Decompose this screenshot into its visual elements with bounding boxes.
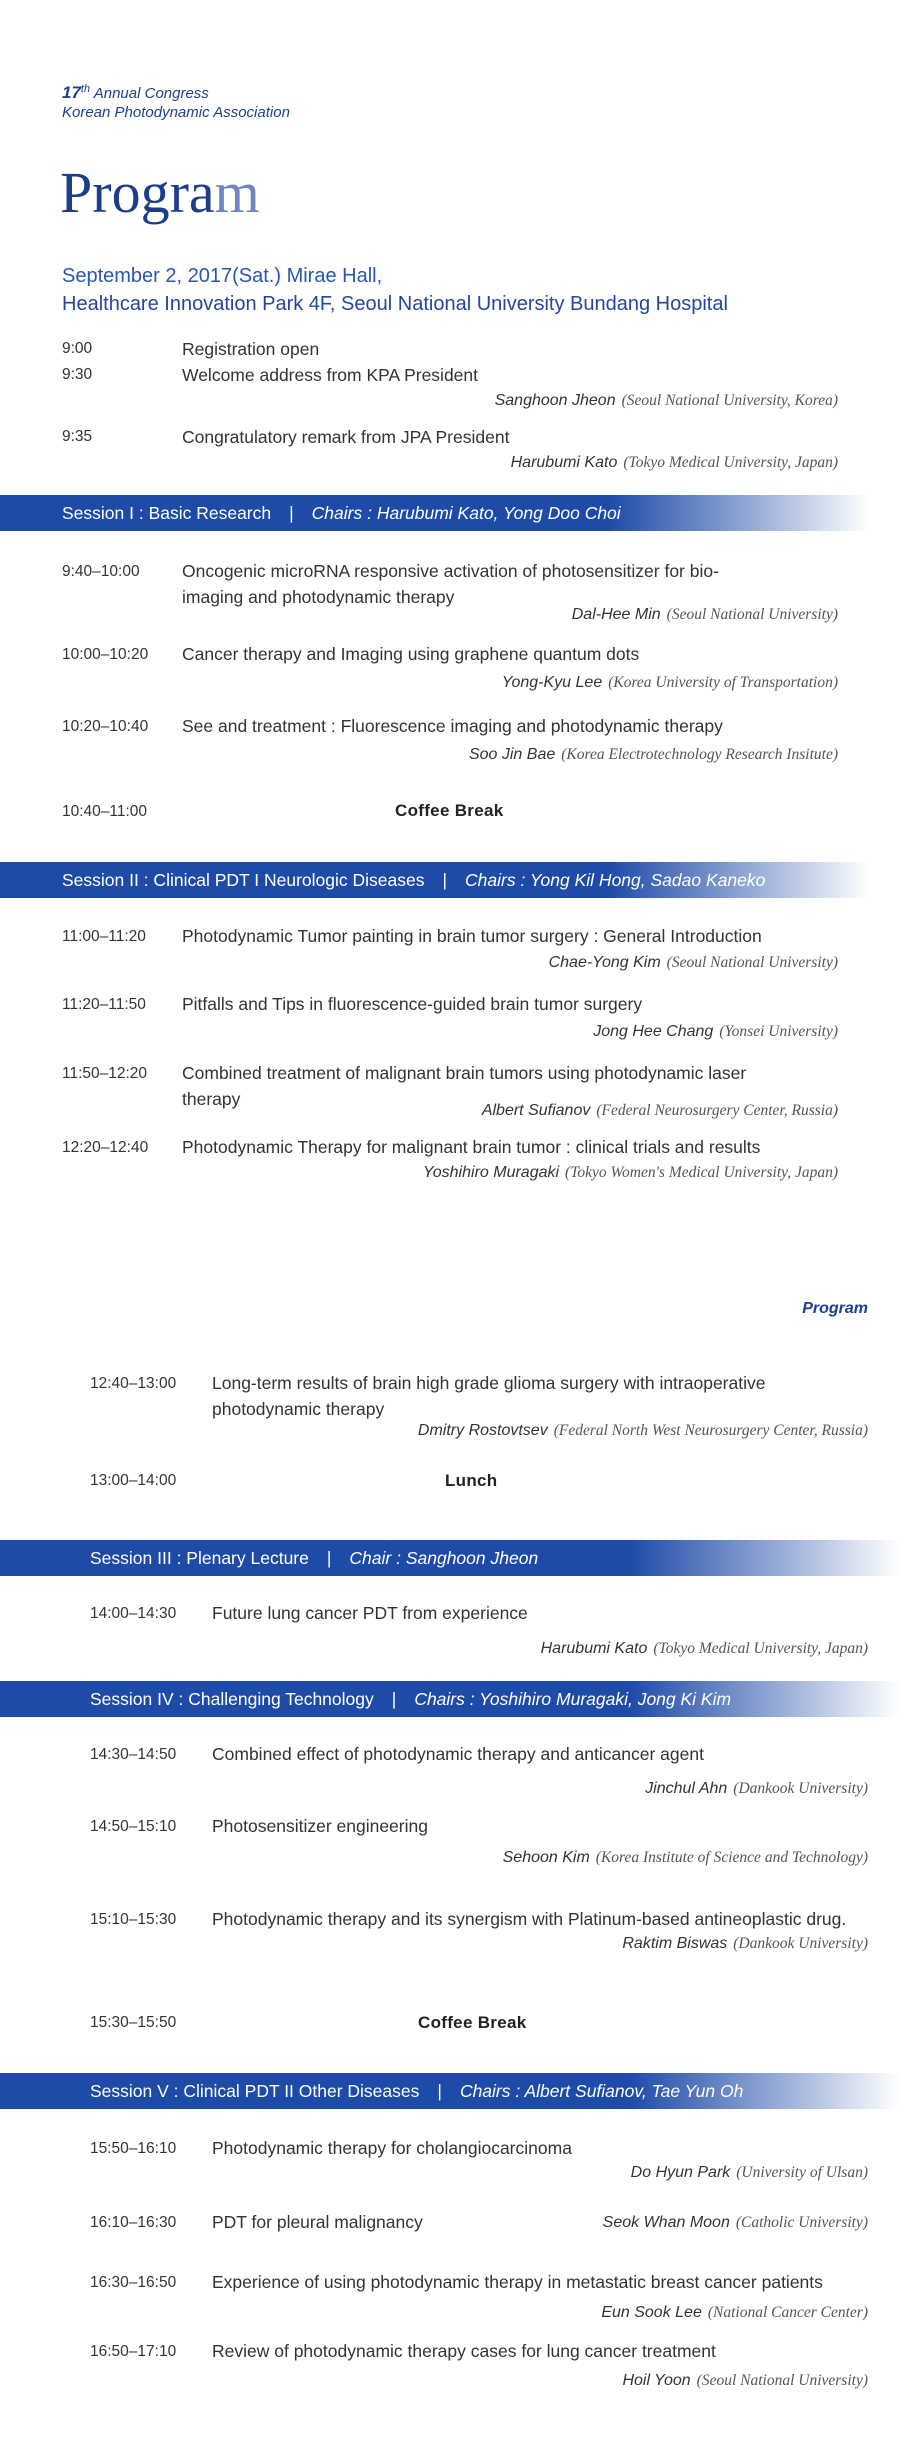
time-slot: 12:20–12:40 (62, 1139, 149, 1156)
congress-heading (62, 80, 290, 122)
speaker-line: Sehoon Kim (Korea Institute of Science and Technology) (502, 1849, 868, 1866)
speaker-line: Seok Whan Moon (Catholic University) (602, 2214, 868, 2231)
talk-title: Future lung cancer PDT from experience (212, 1603, 528, 1623)
time-slot: 9:00 (62, 340, 93, 357)
time-slot: 11:50–12:20 (62, 1065, 148, 1082)
talk-title: Photodynamic Therapy for malignant brain tumor : clinical trials and results (182, 1137, 761, 1157)
agenda-item: Registration open (182, 339, 320, 359)
speaker-line: Hoil Yoon (Seoul National University) (622, 2372, 868, 2389)
talk-title: Combined effect of photodynamic therapy and anticancer agent (212, 1744, 704, 1764)
time-slot: 16:50–17:10 (90, 2343, 177, 2360)
time-slot: 15:30–15:50 (90, 2014, 177, 2031)
talk-title: Photodynamic therapy for cholangiocarcinoma (212, 2138, 572, 2158)
session-1-header: Session I : Basic Research | Chairs : Harubumi Kato, Yong Doo Choi (0, 495, 870, 531)
lunch-label: Lunch (445, 1471, 498, 1490)
speaker-line: Soo Jin Bae (Korea Electrotechnology Research Insitute) (468, 746, 838, 763)
time-slot: 15:10–15:30 (90, 1911, 177, 1928)
talk-title: Photodynamic Tumor painting in brain tumor surgery : General Introduction (182, 926, 762, 946)
event-date: September 2, 2017(Sat.) Mirae Hall, (62, 265, 383, 287)
speaker-line: Raktim Biswas (Dankook University) (622, 1935, 868, 1952)
time-slot: 14:30–14:50 (90, 1746, 177, 1763)
speaker-line: Sanghoon Jheon (Seoul National University, Korea) (494, 392, 838, 409)
agenda-item: Welcome address from KPA President (182, 365, 479, 385)
talk-title: Combined treatment of malignant brain tumors using photodynamic laser therapy (182, 1063, 747, 1109)
time-slot: 14:50–15:10 (90, 1818, 177, 1835)
session-3-header: Session III : Plenary Lecture | Chair : Sanghoon Jheon (0, 1540, 900, 1576)
talk-title: See and treatment : Fluorescence imaging and photodynamic therapy (182, 716, 723, 736)
session-5-header: Session V : Clinical PDT II Other Diseases | Chairs : Albert Sufianov, Tae Yun Oh (0, 2073, 900, 2109)
time-slot: 16:30–16:50 (90, 2274, 177, 2291)
time-slot: 10:20–10:40 (62, 718, 149, 735)
speaker-line: Chae-Yong Kim (Seoul National University) (548, 954, 838, 971)
time-slot: 10:00–10:20 (62, 646, 149, 663)
talk-title: Experience of using photodynamic therapy in metastatic breast cancer patients (212, 2272, 823, 2292)
speaker-line: Yoshihiro Muragaki (Tokyo Women's Medical University, Japan) (422, 1164, 838, 1181)
time-slot: 14:00–14:30 (90, 1605, 177, 1622)
coffee-break-label: Coffee Break (418, 2013, 527, 2032)
speaker-line: Jong Hee Chang (Yonsei University) (593, 1023, 838, 1040)
congress-line2: Korean Photodynamic Association (62, 104, 290, 121)
session-2-header: Session II : Clinical PDT I Neurologic Diseases | Chairs : Yong Kil Hong, Sadao Kaneko (0, 862, 870, 898)
page-title: Program (60, 160, 260, 225)
speaker-line: Albert Sufianov (Federal Neurosurgery Center, Russia) (481, 1102, 838, 1119)
talk-title: Photosensitizer engineering (212, 1816, 428, 1836)
time-slot: 12:40–13:00 (90, 1375, 177, 1392)
congress-line1: 17th Annual Congress (62, 83, 209, 102)
session-4-header: Session IV : Challenging Technology | Chairs : Yoshihiro Muragaki, Jong Ki Kim (0, 1681, 900, 1717)
talk-title: Long-term results of brain high grade glioma surgery with intraoperative photodynamic therapy (212, 1373, 766, 1419)
talk-title: Oncogenic microRNA responsive activation of photosensitizer for bio- imaging and photodynamic therapy (182, 561, 719, 607)
talk-title: PDT for pleural malignancy (212, 2212, 423, 2232)
page-running-header: Program (802, 1300, 868, 1317)
speaker-line: Yong-Kyu Lee (Korea University of Transportation) (501, 674, 838, 691)
time-slot: 10:40–11:00 (62, 803, 148, 820)
speaker-line: Jinchul Ahn (Dankook University) (645, 1780, 868, 1797)
event-date-venue (62, 262, 728, 318)
speaker-line: Harubumi Kato (Tokyo Medical University, Japan) (540, 1640, 868, 1657)
time-slot: 16:10–16:30 (90, 2214, 177, 2231)
talk-title: Review of photodynamic therapy cases for lung cancer treatment (212, 2341, 716, 2361)
time-slot: 15:50–16:10 (90, 2140, 177, 2157)
coffee-break-label: Coffee Break (395, 801, 504, 820)
talk-title: Photodynamic therapy and its synergism with Platinum-based antineoplastic drug. (212, 1909, 847, 1929)
speaker-line: Dal-Hee Min (Seoul National University) (571, 606, 838, 623)
time-slot: 9:35 (62, 428, 93, 445)
speaker-line: Harubumi Kato (Tokyo Medical University, Japan) (510, 454, 838, 471)
speaker-line: Dmitry Rostovtsev (Federal North West Neurosurgery Center, Russia) (417, 1422, 868, 1439)
time-slot: 9:30 (62, 366, 93, 383)
speaker-line: Do Hyun Park (University of Ulsan) (630, 2164, 868, 2181)
speaker-line: Eun Sook Lee (National Cancer Center) (601, 2304, 868, 2321)
agenda-item: Congratulatory remark from JPA President (182, 427, 510, 447)
talk-title: Pitfalls and Tips in fluorescence-guided brain tumor surgery (182, 994, 643, 1014)
time-slot: 13:00–14:00 (90, 1472, 177, 1489)
time-slot: 9:40–10:00 (62, 563, 140, 580)
time-slot: 11:00–11:20 (62, 928, 146, 945)
event-venue: Healthcare Innovation Park 4F, Seoul National University Bundang Hospital (62, 293, 728, 315)
time-slot: 11:20–11:50 (62, 996, 146, 1013)
talk-title: Cancer therapy and Imaging using graphene quantum dots (182, 644, 640, 664)
